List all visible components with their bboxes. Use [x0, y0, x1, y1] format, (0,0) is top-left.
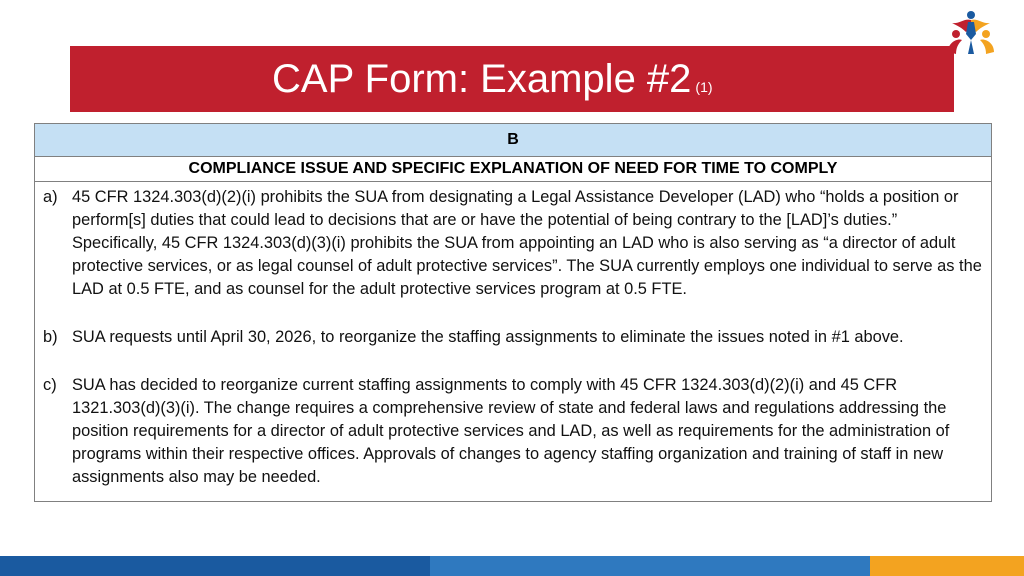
footer-segment-dark-blue — [0, 556, 430, 576]
item-letter: b) — [43, 328, 58, 346]
footer-segment-blue — [430, 556, 870, 576]
footer-color-bar — [0, 556, 1024, 576]
item-letter: c) — [43, 376, 57, 394]
slide-title-text: CAP Form: Example #2 — [272, 57, 692, 101]
section-header: COMPLIANCE ISSUE AND SPECIFIC EXPLANATION OF NEED FOR TIME TO COMPLY — [35, 157, 991, 182]
item-letter: a) — [43, 188, 58, 206]
item-text: SUA has decided to reorganize current staffing assignments to comply with 45 CFR 1324.303(d)(2)(i) and 45 CFR 1321.303(d)(3)(i). The change requires a comprehensive review of state and federal laws and regulations addressing the position requirements for a director of adult protective services and LAD, as well as requirements for the administration of programs within their respective offices. Approvals of changes to agency staffing organization and training of staff in new assignments also may be needed. — [72, 376, 950, 486]
list-item — [43, 326, 983, 349]
list-item — [43, 374, 983, 489]
table-body — [35, 182, 991, 501]
slide-title-subscript: (1) — [695, 79, 713, 95]
people-logo-icon — [944, 10, 998, 56]
column-header: B — [35, 124, 991, 157]
slide-title — [272, 54, 713, 112]
list-item — [43, 186, 983, 301]
cap-form-table — [34, 123, 992, 502]
title-bar — [70, 46, 954, 112]
footer-segment-orange — [870, 556, 1024, 576]
item-text: SUA requests until April 30, 2026, to reorganize the staffing assignments to eliminate the issues noted in #1 above. — [72, 328, 904, 346]
item-text: 45 CFR 1324.303(d)(2)(i) prohibits the SUA from designating a Legal Assistance Developer (LAD) who “holds a position or perform[s] duties that could lead to decisions that are or have the potential of being contrary to the [LAD]’s duties.” Specifically, 45 CFR 1324.303(d)(3)(i) prohibits the SUA from appointing an LAD who is also serving as “a director of adult protective services, or as legal counsel of adult protective services”. The SUA currently employs one individual to serve as the LAD at 0.5 FTE, and as counsel for the adult protective services program at 0.5 FTE. — [72, 188, 982, 298]
